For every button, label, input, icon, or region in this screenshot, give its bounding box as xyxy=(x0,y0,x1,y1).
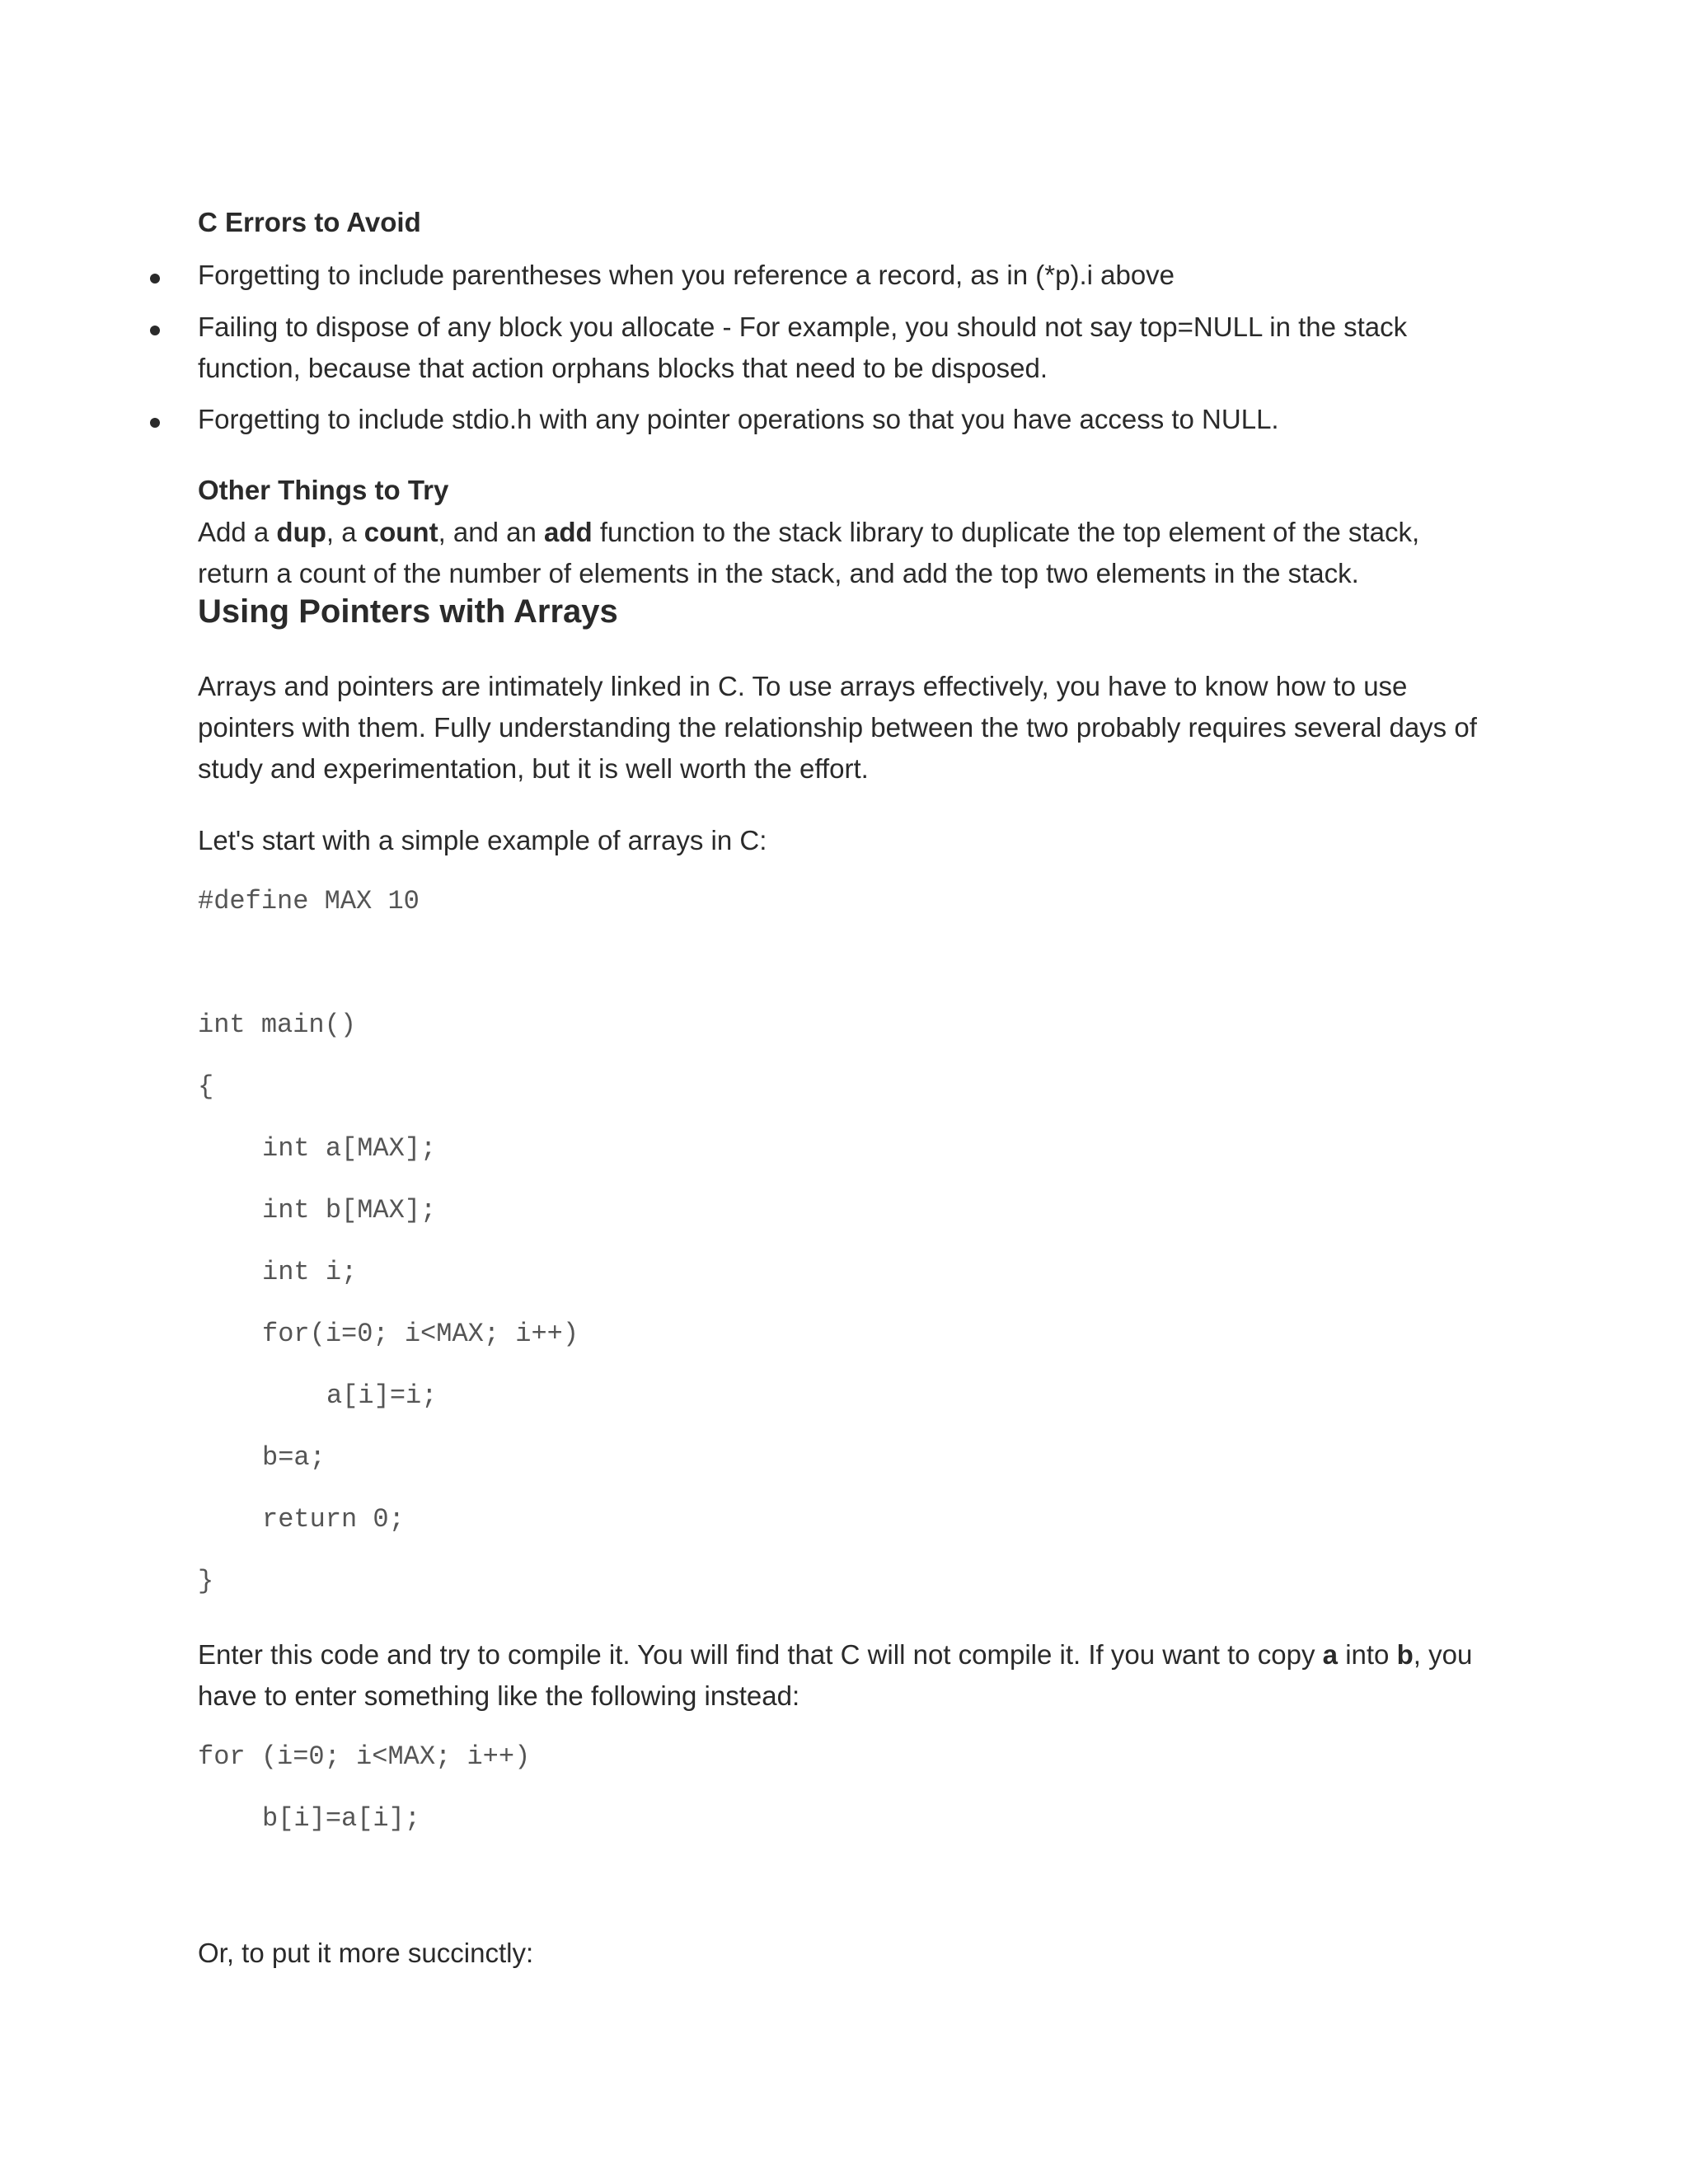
other-paragraph: Add a dup, a count, and an add function to the stack library to duplicate the top element of the stack, return a count of the number of elements in the stack, and add the top two elements in the stack. xyxy=(198,517,1420,588)
arrays-paragraph-4: Or, to put it more succinctly: xyxy=(198,1938,534,1968)
arrays-heading: Using Pointers with Arrays xyxy=(198,593,618,630)
error-item-text: Failing to dispose of any block you allocate - For example, you should not say top=NULL in the stack function, because that action orphans blocks that need to be disposed. xyxy=(198,312,1408,383)
code-line: { xyxy=(198,1071,214,1102)
var-a-term: a xyxy=(1322,1639,1339,1670)
bullet-icon xyxy=(150,418,160,428)
code-line: int b[MAX]; xyxy=(262,1195,437,1226)
code-line: b=a; xyxy=(262,1442,326,1473)
code-line: b[i]=a[i]; xyxy=(262,1803,421,1834)
code-line: for (i=0; i<MAX; i++) xyxy=(198,1741,531,1772)
errors-heading: C Errors to Avoid xyxy=(198,207,421,237)
code-line: int main() xyxy=(198,1010,357,1040)
code-line: #define MAX 10 xyxy=(198,886,420,916)
dup-term: dup xyxy=(276,517,326,547)
error-item-text: Forgetting to include parentheses when you reference a record, as in (*p).i above xyxy=(198,260,1175,290)
code-line: a[i]=i; xyxy=(326,1380,438,1411)
arrays-paragraph-1: Arrays and pointers are intimately linked in C. To use arrays effectively, you have to know how to use pointers with them. Fully understanding the relationship between the two probably requires several days of study and experimentation, but it is well worth the effort. xyxy=(198,671,1477,784)
other-heading: Other Things to Try xyxy=(198,475,449,505)
add-term: add xyxy=(544,517,593,547)
code-line: int i; xyxy=(262,1257,358,1287)
code-line: return 0; xyxy=(262,1504,405,1535)
var-b-term: b xyxy=(1396,1639,1414,1670)
code-line: } xyxy=(198,1566,214,1596)
code-line: int a[MAX]; xyxy=(262,1133,437,1164)
arrays-paragraph-3: Enter this code and try to compile it. You will find that C will not compile it. If you want to copy a into b, you have to enter something like the following instead: xyxy=(198,1639,1473,1711)
code-line: for(i=0; i<MAX; i++) xyxy=(262,1319,579,1349)
count-term: count xyxy=(363,517,438,547)
arrays-paragraph-2: Let's start with a simple example of arrays in C: xyxy=(198,825,767,855)
error-item-text: Forgetting to include stdio.h with any pointer operations so that you have access to NULL. xyxy=(198,404,1279,434)
bullet-icon xyxy=(150,274,160,284)
bullet-icon xyxy=(150,326,160,335)
